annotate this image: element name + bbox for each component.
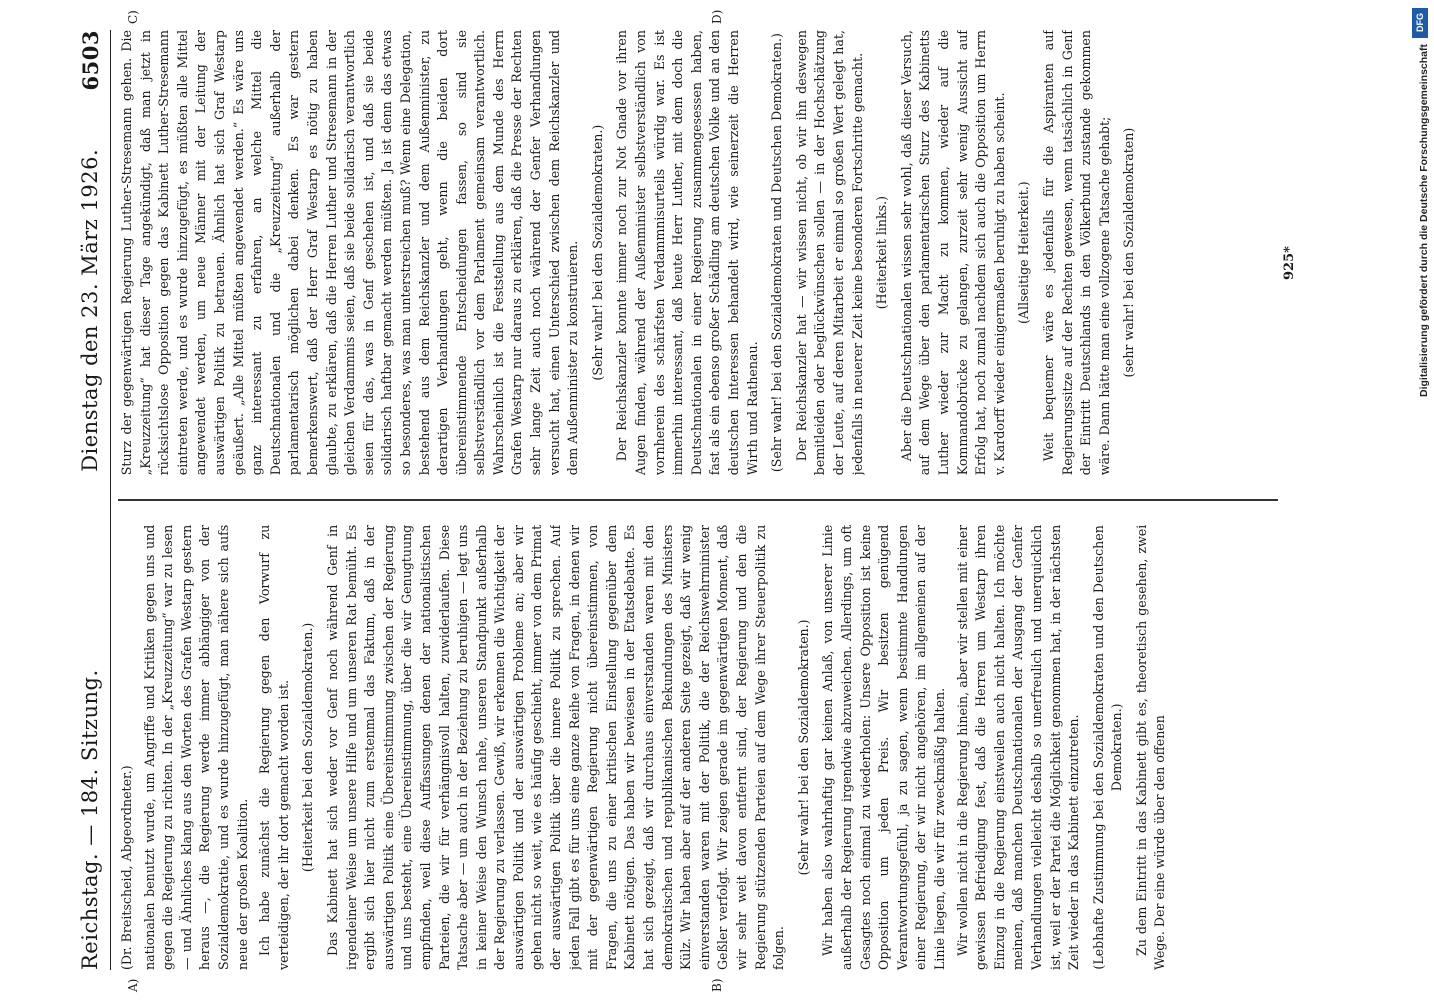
dfg-credit-text: Digitalisierung gefördert durch die Deutsche Forschungsgemeinschaft: [1418, 44, 1430, 397]
interjection: (Sehr wahr! bei den Sozialdemokraten.): [795, 619, 811, 876]
interjection: (Allseitige Heiterkeit.): [1016, 181, 1032, 324]
interjection: (Sehr wahr! bei den Sozialdemokraten und Deutschen Demokraten.): [769, 33, 785, 473]
paragraph: Das Kabinett hat sich weder vor Genf noch während Genf in irgendeiner Weise um unsere Hilfe und um unseren Rat bemüht. Es ergibt sich hier nicht zum erstenmal das Faktum, daß in der auswärtigen Politik eine Übereinstimmung zwischen der Regierung und uns besteht, eine Übereinstimmung, über die wir Genugtuung empfinden, weil diese Auffassungen denen der nationalistischen Parteien, die wir für verhängnisvoll halten, zuwiderlaufen. Diese Tatsache aber — um auch in der Beziehung zu beruhigen — legt uns in keiner Weise den Wunsch nahe, unseren Standpunkt außerhalb der Regierung zu verlassen. Gewiß, wir erkennen die Wichtigkeit der auswärtigen Politik und der auswärtigen Probleme an; aber wir gehen nicht so weit, wie es häufig geschieht, immer von dem Primat der auswärtigen Politik über die innere Politik zu sprechen. Auf jeden Fall gibt es für uns eine ganze Reihe von Fragen, in denen wir mit der gegenwärtigen Regierung nicht übereinstimmen, von Fragen, die uns zu einer kritischen Einstellung gegenüber dem Kabinett nötigen. Das haben wir bewiesen in der Etatsdebatte. Es hat sich gezeigt, daß wir durchaus einverstanden waren mit den demokratischen und republikanischen Bekundungen des Ministers Külz. Wir haben aber auf der anderen Seite gezeigt, daß wir wenig einverstanden waren mit der Politik, die der Reichswehrminister Geßler verfolgt. Wir zeigen gerade im gegenwärtigen Moment, daß wir sehr weit davon entfernt sind, der Regierung und den die Regierung stützenden Parteien auf dem Wege ihrer Steuerpolitik zu folgen.: [324, 524, 787, 970]
signature-mark: 925*: [1282, 246, 1297, 280]
interjection: (Heiterkeit links.): [874, 196, 890, 310]
margin-mark-b: B): [710, 978, 724, 992]
paragraph: Weit bequemer wäre es jedenfalls für die Aspiranten auf Regierungssitze auf der Rechten gewesen, wenn tatsächlich in Genf der Eintritt Deutschlands in den Völkerbund zustande gekommen wäre. Dann hätte man eine vollzogene Tatsache gehabt;: [1040, 30, 1112, 476]
page-content: [70, 9, 1300, 992]
margin-mark-d: D): [710, 9, 724, 24]
dfg-credit-bar: [1402, 0, 1434, 1000]
paragraph: Ich habe zunächst die Regierung gegen den Vorwurf zu verteidigen, der ihr dort gemacht worden ist.: [257, 524, 291, 970]
left-column: [118, 525, 1278, 970]
paragraph: Der Reichskanzler konnte immer noch zur Not Gnade vor ihren Augen finden, während der Außenminister selbstverständlich von vornherein des schärfsten Verdammnisurteils würdig war. Es ist immerhin interessant, daß heute Herr Luther, mit dem doch die Deutschnationalen in einer Regierung zusammengesessen haben, fast als ein ebenso großer Schädling am deutschen Volke und an den deutschen Interessen behandelt wird, wie seinerzeit die Herren Wirth und Rathenau.: [614, 30, 760, 476]
interjection: (sehr wahr! bei den Sozialdemokraten): [1121, 127, 1137, 378]
session-date: Dienstag den 23. März 1926.: [78, 148, 102, 472]
column-divider: [118, 499, 1278, 501]
dfg-logo: DFG: [1412, 8, 1428, 38]
page-header: [70, 30, 111, 970]
paragraph: Der Reichskanzler hat — wir wissen nicht, ob wir ihn deswegen bemitleiden oder beglückwünschen sollen — in der Hochschätzung der Leute, auf deren Mitarbeit er einmal so großen Wert gelegt hat, jedenfalls in neuerer Zeit keine besonderen Fortschritte gemacht.: [793, 30, 865, 476]
text-columns: [118, 30, 1278, 970]
paragraph: Aber die Deutschnationalen wissen sehr wohl, daß dieser Versuch, auf dem Wege über den parlamentarischen Sturz des Kabinetts Luther wieder zur Macht zu kommen, wieder auf die Kommandobrücke zu gelangen, zurzeit sehr wenig Aussicht auf Erfolg hat, noch zumal nachdem sich auch die Opposition um Herrn v. Kardorff wieder einigermaßen beruhigt zu haben scheint.: [898, 30, 1007, 476]
page-number: 6503: [77, 29, 103, 91]
interjection: (Heiterkeit bei den Sozialdemokraten.): [300, 622, 316, 873]
paragraph: (Dr. Breitscheid, Abgeordneter.): [119, 765, 134, 970]
paragraph: Zu dem Eintritt in das Kabinett gibt es, theoretisch gesehen, zwei Wege. Der eine würde über den offenen: [1133, 524, 1168, 970]
interjection: (Sehr wahr! bei den Sozialdemokraten.): [589, 124, 605, 381]
paragraph: Wir wollen nicht in die Regierung hinein, aber wir stellen mit einer gewissen Befriedigung fest, daß die Herren um Westarp ihren Einzug in die Regierung einstweilen auch nicht halten. Ich möchte meinen, daß manchen Deutschnationalen der Ausgang der Genfer Verhandlungen vielleicht deshalb so unerfreulich und unerquicklich ist, weil er der Partei die Möglichkeit genommen hat, in der nächsten Zeit wieder in das Kabinett einzutreten.: [954, 524, 1082, 970]
margin-mark-a: A): [126, 978, 140, 992]
session-title: Reichstag. — 184. Sitzung.: [78, 669, 102, 970]
right-column: [118, 30, 1278, 475]
paragraph: nationalen benutzt wurde, um Angriffe und Kritiken gegen uns und gegen die Regierung zu richten. In der „Kreuzzeitung“ war zu lesen — und Ähnliches klang aus den Worten des Grafen Westarp gestern heraus —, die Regierung werde immer abhängiger von der Sozialdemokratie, und es wurde hinzugefügt, man nähere sich aufs neue der großen Koalition.: [141, 524, 250, 970]
paragraph: Wir haben also wahrhaftig gar keinen Anlaß, von unserer Linie außerhalb der Regierung irgendwie abzuweichen. Allerdings, um oft Gesagtes noch einmal zu wiederholen: Unsere Opposition ist keine Opposition um jeden Preis. Wir besitzen genügend Verantwortungsgefühl, ja zu sagen, wenn bestimmte Handlungen einer Regierung, der wir nicht angehören, im allgemeinen auf der Linie liegen, die wir für zweckmäßig halten.: [820, 524, 947, 970]
margin-mark-c: C): [126, 10, 140, 24]
paragraph: Sturz der gegenwärtigen Regierung Luther-Stresemann gehen. Die „Kreuzzeitung“ hat dieser Tage angekündigt, daß man jetzt in rücksichtslose Opposition gegen das Kabinett Luther-Stresemann eintreten werde, und es wurde hinzugefügt, es müßten alle Mittel angewendet werden, um neue Männer mit der Leitung der auswärtigen Politik zu betrauen. Ähnlich hat sich Graf Westarp geäußert. „Alle Mittel müßten angewendet werden.“ Es wäre uns ganz interessant zu erfahren, an welche Mittel die Deutschnationalen und die „Kreuzzeitung“ außerhalb der parlamentarisch möglichen dabei denken. Es war gestern bemerkenswert, daß der Herr Graf Westarp es nötig zu haben glaubte, zu erklären, daß die Herren Luther und Stresemann in der gleichen Verdammnis seien, daß sie beide solidarisch verantwortlich seien für das, was in Genf geschehen ist, und daß sie beide solidarisch haftbar gemacht werden müßten. Ja ist denn das etwas so besonderes, was man unterstreichen muß? Wenn eine Delegation, bestehend aus dem Reichskanzler und dem Außenminister, zu derartigen Verhandlungen geht, wenn die beiden dort übereinstimmende Entscheidungen fassen, so sind sie selbstverständlich vor dem Parlament gemeinsam verantwortlich. Wahrscheinlich ist die Feststellung aus dem Munde des Herrn Grafen Westarp nur daraus zu erklären, daß die Presse der Rechten sehr lange Zeit auch noch während der Genfer Verhandlungen versucht hat, einen Unterschied zwischen dem Reichskanzler und dem Außenminister zu konstruieren.: [119, 30, 581, 476]
interjection: (Lebhafte Zustimmung bei den Sozialdemokraten und den Deutschen Demokraten.): [1090, 525, 1125, 970]
